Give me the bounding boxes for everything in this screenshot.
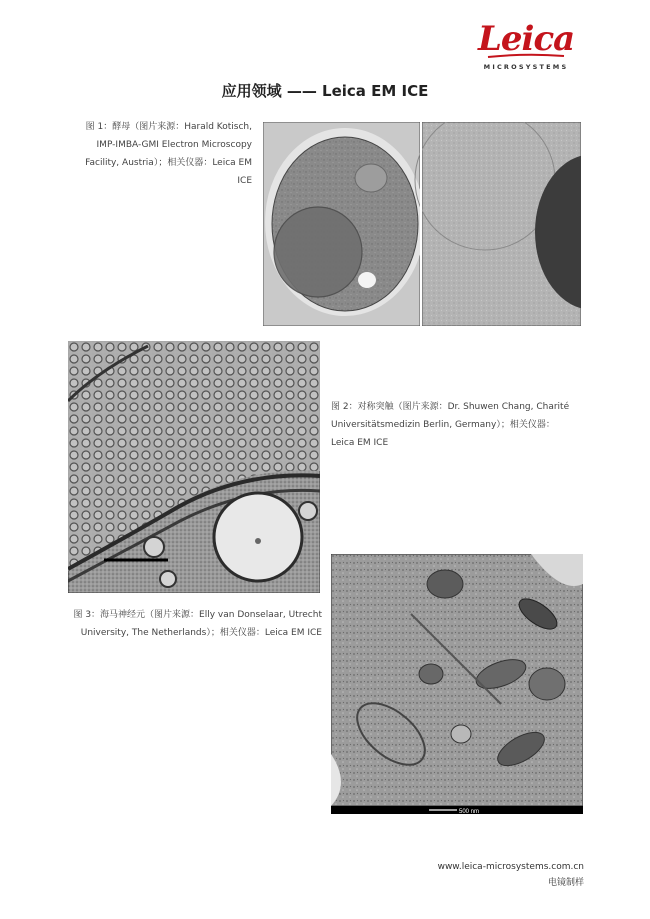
caption-line: University, The Netherlands）；相关仪器：Leica EM ICE — [80, 628, 322, 638]
caption-line: Facility, Austria）；相关仪器：Leica EM — [85, 158, 252, 168]
caption-line: 图 1：酵母（图片来源：Harald Kotisch, — [85, 122, 252, 132]
figure-2-caption — [331, 398, 581, 452]
figure-2-synapse-image — [68, 341, 320, 593]
figure-3-caption — [62, 606, 322, 642]
caption-line: IMP-IMBA-GMI Electron Microscopy — [96, 140, 252, 150]
caption-line: ICE — [237, 176, 252, 186]
caption-line: Leica EM ICE — [331, 438, 389, 448]
leica-logo-wordmark: Leica — [478, 19, 575, 59]
page-title: 应用领域 —— Leica EM ICE — [221, 82, 429, 100]
figure-1-caption — [62, 118, 252, 190]
caption-line: Universitätsmedizin Berlin, Germany）；相关仪器： — [331, 420, 555, 430]
caption-line: 图 3：海马神经元（图片来源：Elly van Donselaar, Utrecht — [73, 610, 322, 620]
leica-logo — [478, 19, 575, 71]
footer-category: 电镜制样 — [547, 878, 584, 888]
figure-3-neuron-image — [331, 554, 583, 814]
footer-url[interactable]: www.leica-microsystems.com.cn — [437, 862, 584, 872]
scale-bar-label: 500 nm — [459, 808, 480, 814]
figure-1-yeast-image — [263, 122, 581, 326]
caption-line: 图 2：对称突触（图片来源：Dr. Shuwen Chang, Charité — [331, 402, 570, 412]
leica-logo-subtitle: MICROSYSTEMS — [483, 63, 569, 71]
